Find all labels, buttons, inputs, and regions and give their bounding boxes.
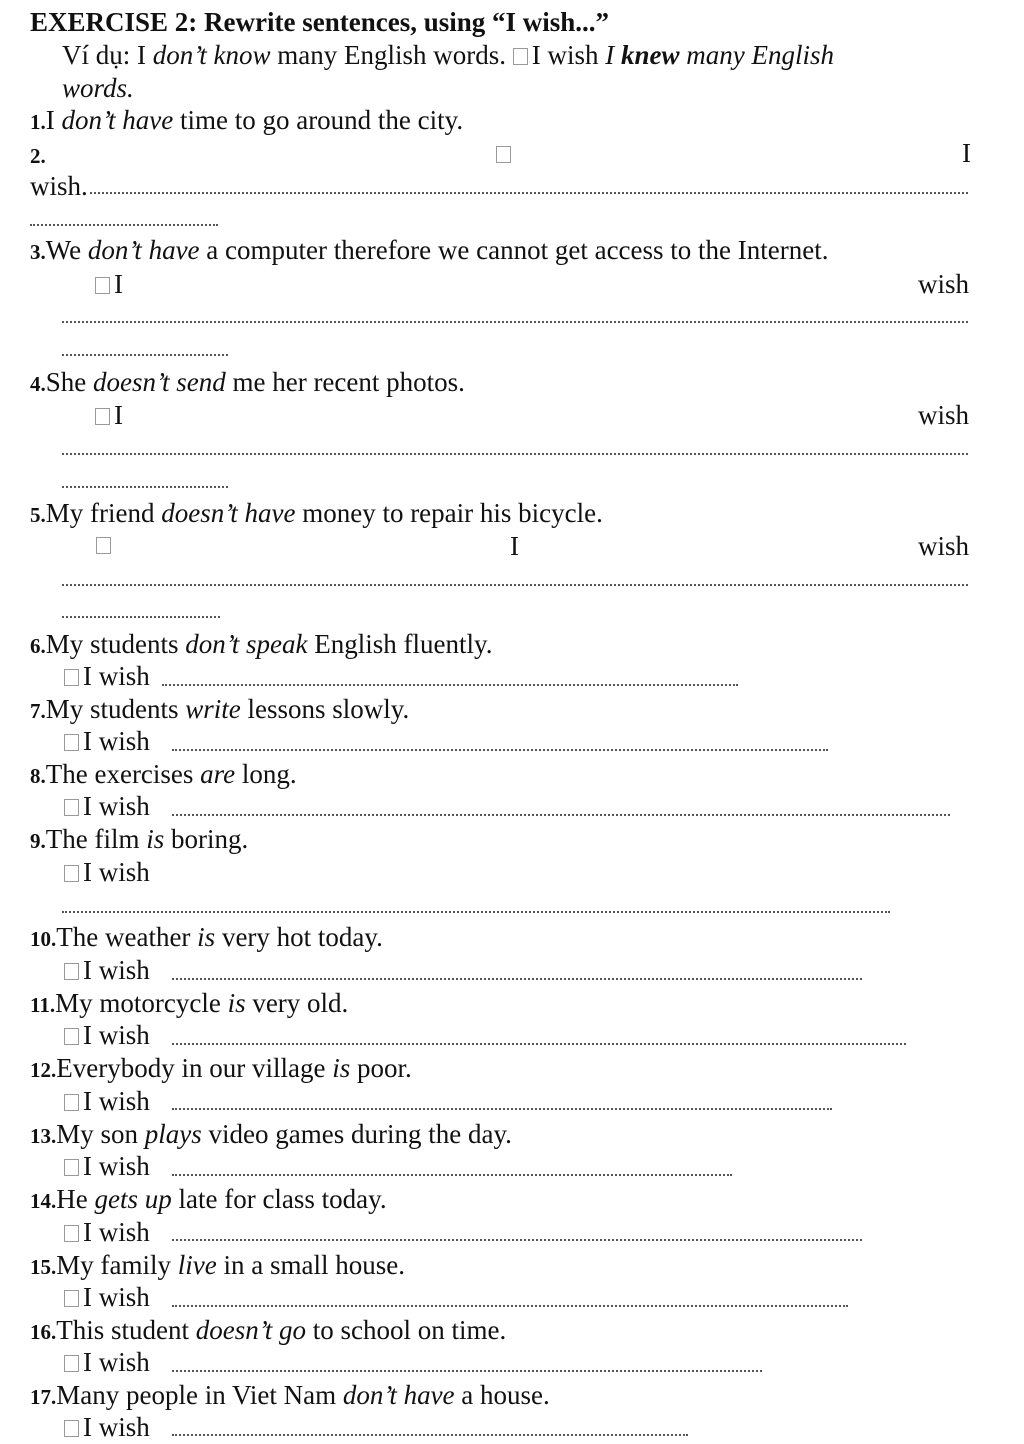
- answer-9-line[interactable]: [62, 911, 890, 913]
- question-1: 1.I don’t have time to go around the city.: [30, 105, 464, 135]
- answer-4-line[interactable]: [62, 453, 968, 455]
- answer-8-line[interactable]: [172, 814, 950, 816]
- question-15: 15.My family live in a small house.: [30, 1250, 405, 1280]
- answer-3-wish: wish: [918, 269, 970, 299]
- answer-16-line[interactable]: [172, 1370, 762, 1372]
- answer-13-start: I wish: [64, 1150, 150, 1182]
- question-17: 17.Many people in Viet Nam don’t have a house.: [30, 1380, 550, 1410]
- answer-4-start: I: [95, 399, 123, 431]
- answer-9-start: I wish: [64, 856, 150, 888]
- answer-17-line[interactable]: [172, 1434, 688, 1436]
- answer-14-line[interactable]: [172, 1239, 862, 1241]
- answer-2-line[interactable]: [90, 192, 968, 194]
- question-10: 10.The weather is very hot today.: [30, 922, 383, 952]
- answer-10-line[interactable]: [172, 978, 862, 980]
- exercise-title: EXERCISE 2: Rewrite sentences, using “I wish...”: [30, 7, 610, 37]
- question-16: 16.This student doesn’t go to school on time.: [30, 1315, 507, 1345]
- question-9: 9.The film is boring.: [30, 824, 249, 854]
- answer-2-subject: I: [962, 138, 971, 168]
- arrow-box-icon: [64, 1028, 79, 1045]
- answer-11-line[interactable]: [172, 1043, 906, 1045]
- arrow-box-icon: [64, 963, 79, 980]
- example-sentence: Ví dụ: I don’t know many English words. I wish I knew many English: [62, 40, 835, 70]
- answer-3-line-cont[interactable]: [62, 354, 228, 356]
- answer-2-line-cont[interactable]: [30, 224, 218, 226]
- question-14: 14.He gets up late for class today.: [30, 1184, 387, 1214]
- answer-8-start: I wish: [64, 790, 150, 822]
- answer-12-line[interactable]: [172, 1108, 832, 1110]
- arrow-box-icon: [513, 48, 528, 65]
- answer-15-start: I wish: [64, 1281, 150, 1313]
- question-6: 6.My students don’t speak English fluently.: [30, 629, 493, 659]
- answer-15-line[interactable]: [172, 1305, 848, 1307]
- arrow-box-icon: [64, 799, 79, 816]
- arrow-box-icon: [64, 1159, 79, 1176]
- arrow-box-icon: [496, 146, 511, 163]
- question-12: 12.Everybody in our village is poor.: [30, 1053, 412, 1083]
- answer-10-start: I wish: [64, 954, 150, 986]
- arrow-box-icon: [64, 1355, 79, 1372]
- answer-6-line[interactable]: [162, 684, 738, 686]
- arrow-box-icon: [95, 408, 110, 425]
- question-3: 3.We don’t have a computer therefore we cannot get access to the Internet.: [30, 235, 829, 265]
- answer-2-wish: wish.: [30, 171, 88, 201]
- arrow-box-icon: [96, 537, 111, 554]
- question-5: 5.My friend doesn’t have money to repair his bicycle.: [30, 498, 603, 528]
- question-11: 11.My motorcycle is very old.: [30, 988, 349, 1018]
- question-2: 2.: [30, 144, 46, 168]
- question-4: 4.She doesn’t send me her recent photos.: [30, 367, 465, 397]
- answer-5-subject: I: [510, 531, 519, 561]
- arrow-box-icon: [64, 865, 79, 882]
- arrow-box-icon: [64, 1290, 79, 1307]
- answer-6-start: I wish: [64, 660, 150, 692]
- answer-17-start: I wish: [64, 1411, 150, 1443]
- answer-12-start: I wish: [64, 1085, 150, 1117]
- answer-7-start: I wish: [64, 725, 150, 757]
- example-sentence-wrap: words.: [62, 73, 134, 103]
- answer-3-line[interactable]: [62, 321, 968, 323]
- answer-13-line[interactable]: [172, 1174, 732, 1176]
- answer-7-line[interactable]: [172, 749, 828, 751]
- answer-4-wish: wish: [918, 400, 970, 430]
- arrow-box-icon: [95, 277, 110, 294]
- arrow-box-icon: [64, 1420, 79, 1437]
- answer-16-start: I wish: [64, 1346, 150, 1378]
- answer-14-start: I wish: [64, 1216, 150, 1248]
- answer-4-line-cont[interactable]: [62, 486, 228, 488]
- arrow-box-icon: [64, 1225, 79, 1242]
- answer-5-line[interactable]: [62, 584, 968, 586]
- arrow-box-icon: [64, 734, 79, 751]
- answer-11-start: I wish: [64, 1019, 150, 1051]
- answer-5-line-cont[interactable]: [62, 616, 220, 618]
- answer-3-start: I: [95, 268, 123, 300]
- answer-5-wish: wish: [918, 531, 970, 561]
- question-7: 7.My students write lessons slowly.: [30, 694, 410, 724]
- arrow-box-icon: [64, 1094, 79, 1111]
- question-8: 8.The exercises are long.: [30, 759, 297, 789]
- arrow-box-icon: [64, 669, 79, 686]
- question-13: 13.My son plays video games during the day.: [30, 1119, 512, 1149]
